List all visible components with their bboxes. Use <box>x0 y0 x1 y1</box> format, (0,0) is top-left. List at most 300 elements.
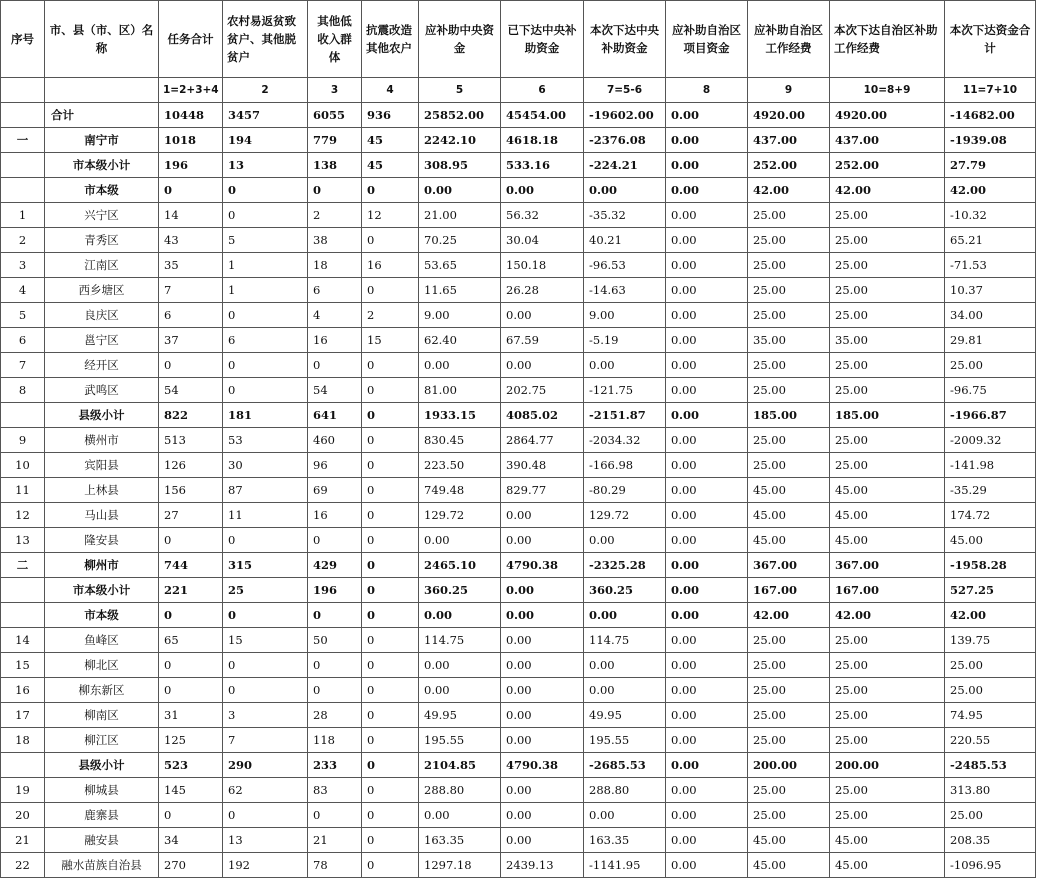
row-name: 市本级小计 <box>45 578 159 603</box>
cell-task_total: 0 <box>159 353 223 378</box>
cell-central_issued: 0.00 <box>501 578 584 603</box>
cell-rural: 6 <box>223 328 308 353</box>
cell-low_income: 16 <box>308 328 362 353</box>
row-seq: 1 <box>1 203 45 228</box>
cell-region_work_now: 45.00 <box>830 528 945 553</box>
cell-region_work_now: 45.00 <box>830 478 945 503</box>
row-name: 县级小计 <box>45 753 159 778</box>
row-name: 南宁市 <box>45 128 159 153</box>
cell-rural: 13 <box>223 828 308 853</box>
table-body <box>1 78 1036 878</box>
cell-central_issued: 0.00 <box>501 703 584 728</box>
cell-central_now: 288.80 <box>584 778 666 803</box>
cell-total_now: 29.81 <box>945 328 1036 353</box>
cell-total_now: -71.53 <box>945 253 1036 278</box>
cell-total_now: 313.80 <box>945 778 1036 803</box>
cell-region_work: 25.00 <box>748 203 830 228</box>
cell-quake: 0 <box>362 453 419 478</box>
cell-rural: 25 <box>223 578 308 603</box>
cell-region_work: 42.00 <box>748 178 830 203</box>
cell-total_now: 34.00 <box>945 303 1036 328</box>
cell-total_now: -1958.28 <box>945 553 1036 578</box>
column-header-seq: 序号 <box>1 1 45 78</box>
formula-row <box>1 78 1036 103</box>
cell-rural: 5 <box>223 228 308 253</box>
cell-region_work: 25.00 <box>748 803 830 828</box>
cell-central_issued: 0.00 <box>501 678 584 703</box>
cell-low_income: 28 <box>308 703 362 728</box>
cell-rural: 315 <box>223 553 308 578</box>
cell-rural: 87 <box>223 478 308 503</box>
cell-central_issued: 4790.38 <box>501 753 584 778</box>
cell-central_issued: 30.04 <box>501 228 584 253</box>
cell-region_project: 0.00 <box>666 403 748 428</box>
table-row <box>1 403 1036 428</box>
cell-quake: 0 <box>362 553 419 578</box>
cell-region_project: 0.00 <box>666 778 748 803</box>
cell-central_now: -5.19 <box>584 328 666 353</box>
cell-region_work: 45.00 <box>748 853 830 878</box>
cell-quake: 0 <box>362 353 419 378</box>
cell-central_now: 163.35 <box>584 828 666 853</box>
table-row <box>1 153 1036 178</box>
cell-quake: 0 <box>362 378 419 403</box>
cell-quake: 16 <box>362 253 419 278</box>
cell-region_work: 45.00 <box>748 528 830 553</box>
row-name: 鹿寨县 <box>45 803 159 828</box>
cell-central_now: -166.98 <box>584 453 666 478</box>
table-row <box>1 853 1036 878</box>
formula-cell: 11=7+10 <box>945 78 1036 103</box>
cell-quake: 0 <box>362 803 419 828</box>
cell-low_income: 460 <box>308 428 362 453</box>
cell-central_due: 81.00 <box>419 378 501 403</box>
cell-central_now: 195.55 <box>584 728 666 753</box>
cell-total_now: 25.00 <box>945 803 1036 828</box>
cell-quake: 0 <box>362 703 419 728</box>
row-name: 融水苗族自治县 <box>45 853 159 878</box>
formula-cell: 3 <box>308 78 362 103</box>
cell-central_issued: 0.00 <box>501 778 584 803</box>
row-name: 武鸣区 <box>45 378 159 403</box>
cell-central_issued: 0.00 <box>501 528 584 553</box>
cell-region_work: 45.00 <box>748 828 830 853</box>
cell-region_project: 0.00 <box>666 103 748 128</box>
cell-task_total: 744 <box>159 553 223 578</box>
cell-total_now: 25.00 <box>945 678 1036 703</box>
cell-region_work: 45.00 <box>748 503 830 528</box>
cell-task_total: 43 <box>159 228 223 253</box>
column-header-name: 市、县（市、区）名称 <box>45 1 159 78</box>
cell-task_total: 513 <box>159 428 223 453</box>
cell-rural: 0 <box>223 528 308 553</box>
cell-total_now: -2009.32 <box>945 428 1036 453</box>
cell-region_work: 25.00 <box>748 353 830 378</box>
cell-total_now: -2485.53 <box>945 753 1036 778</box>
cell-region_project: 0.00 <box>666 653 748 678</box>
cell-region_work_now: 25.00 <box>830 278 945 303</box>
cell-region_work_now: 25.00 <box>830 203 945 228</box>
cell-quake: 12 <box>362 203 419 228</box>
cell-central_due: 21.00 <box>419 203 501 228</box>
cell-region_project: 0.00 <box>666 803 748 828</box>
column-header-task_total: 任务合计 <box>159 1 223 78</box>
cell-low_income: 0 <box>308 803 362 828</box>
cell-region_project: 0.00 <box>666 753 748 778</box>
cell-central_due: 195.55 <box>419 728 501 753</box>
cell-low_income: 6 <box>308 278 362 303</box>
cell-task_total: 10448 <box>159 103 223 128</box>
cell-task_total: 14 <box>159 203 223 228</box>
cell-rural: 194 <box>223 128 308 153</box>
cell-region_work_now: 45.00 <box>830 503 945 528</box>
cell-region_work_now: 35.00 <box>830 328 945 353</box>
cell-quake: 936 <box>362 103 419 128</box>
cell-task_total: 1018 <box>159 128 223 153</box>
cell-low_income: 38 <box>308 228 362 253</box>
table-row <box>1 378 1036 403</box>
cell-low_income: 16 <box>308 503 362 528</box>
cell-rural: 0 <box>223 653 308 678</box>
cell-low_income: 138 <box>308 153 362 178</box>
table-row <box>1 628 1036 653</box>
row-seq <box>1 153 45 178</box>
cell-region_work: 25.00 <box>748 628 830 653</box>
cell-central_issued: 150.18 <box>501 253 584 278</box>
cell-rural: 15 <box>223 628 308 653</box>
cell-central_due: 2465.10 <box>419 553 501 578</box>
cell-rural: 11 <box>223 503 308 528</box>
row-seq: 7 <box>1 353 45 378</box>
cell-central_issued: 67.59 <box>501 328 584 353</box>
cell-quake: 0 <box>362 228 419 253</box>
cell-central_now: 0.00 <box>584 678 666 703</box>
cell-low_income: 233 <box>308 753 362 778</box>
cell-central_due: 308.95 <box>419 153 501 178</box>
cell-region_work: 200.00 <box>748 753 830 778</box>
row-name: 鱼峰区 <box>45 628 159 653</box>
table-row <box>1 228 1036 253</box>
cell-rural: 30 <box>223 453 308 478</box>
cell-region_work: 25.00 <box>748 253 830 278</box>
row-name: 市本级 <box>45 603 159 628</box>
cell-central_now: -14.63 <box>584 278 666 303</box>
cell-quake: 0 <box>362 603 419 628</box>
cell-central_issued: 4790.38 <box>501 553 584 578</box>
cell-region_project: 0.00 <box>666 728 748 753</box>
cell-region_work: 25.00 <box>748 678 830 703</box>
cell-region_project: 0.00 <box>666 853 748 878</box>
cell-region_work: 42.00 <box>748 603 830 628</box>
cell-task_total: 270 <box>159 853 223 878</box>
cell-task_total: 0 <box>159 653 223 678</box>
cell-central_due: 53.65 <box>419 253 501 278</box>
cell-central_due: 25852.00 <box>419 103 501 128</box>
cell-quake: 0 <box>362 628 419 653</box>
row-seq: 3 <box>1 253 45 278</box>
cell-quake: 45 <box>362 153 419 178</box>
cell-region_work: 35.00 <box>748 328 830 353</box>
cell-central_due: 129.72 <box>419 503 501 528</box>
row-name: 马山县 <box>45 503 159 528</box>
cell-total_now: 65.21 <box>945 228 1036 253</box>
cell-low_income: 50 <box>308 628 362 653</box>
row-name: 邕宁区 <box>45 328 159 353</box>
cell-region_work_now: 25.00 <box>830 453 945 478</box>
cell-region_work: 25.00 <box>748 703 830 728</box>
cell-region_project: 0.00 <box>666 478 748 503</box>
cell-region_work_now: 25.00 <box>830 353 945 378</box>
cell-task_total: 822 <box>159 403 223 428</box>
row-seq: 15 <box>1 653 45 678</box>
cell-quake: 0 <box>362 753 419 778</box>
cell-quake: 0 <box>362 478 419 503</box>
column-header-low_income: 其他低收入群体 <box>308 1 362 78</box>
cell-central_issued: 0.00 <box>501 303 584 328</box>
cell-central_issued: 0.00 <box>501 828 584 853</box>
cell-total_now: 45.00 <box>945 528 1036 553</box>
cell-region_work_now: 25.00 <box>830 803 945 828</box>
cell-total_now: 220.55 <box>945 728 1036 753</box>
cell-central_now: 49.95 <box>584 703 666 728</box>
cell-central_due: 49.95 <box>419 703 501 728</box>
cell-task_total: 31 <box>159 703 223 728</box>
row-seq <box>1 578 45 603</box>
row-seq: 9 <box>1 428 45 453</box>
cell-low_income: 0 <box>308 678 362 703</box>
row-seq: 11 <box>1 478 45 503</box>
row-name: 经开区 <box>45 353 159 378</box>
cell-quake: 0 <box>362 728 419 753</box>
formula-cell: 5 <box>419 78 501 103</box>
cell-total_now: -1096.95 <box>945 853 1036 878</box>
cell-central_due: 114.75 <box>419 628 501 653</box>
row-name: 柳州市 <box>45 553 159 578</box>
cell-central_due: 70.25 <box>419 228 501 253</box>
cell-region_work_now: 42.00 <box>830 178 945 203</box>
cell-central_issued: 0.00 <box>501 353 584 378</box>
cell-central_issued: 390.48 <box>501 453 584 478</box>
row-name: 市本级小计 <box>45 153 159 178</box>
row-name: 柳江区 <box>45 728 159 753</box>
cell-region_work: 185.00 <box>748 403 830 428</box>
row-name: 宾阳县 <box>45 453 159 478</box>
row-seq: 2 <box>1 228 45 253</box>
cell-quake: 0 <box>362 678 419 703</box>
cell-central_now: 114.75 <box>584 628 666 653</box>
cell-task_total: 6 <box>159 303 223 328</box>
cell-task_total: 126 <box>159 453 223 478</box>
row-seq: 二 <box>1 553 45 578</box>
cell-task_total: 37 <box>159 328 223 353</box>
cell-total_now: 139.75 <box>945 628 1036 653</box>
cell-total_now: 25.00 <box>945 353 1036 378</box>
cell-task_total: 221 <box>159 578 223 603</box>
cell-region_work_now: 200.00 <box>830 753 945 778</box>
cell-central_issued: 0.00 <box>501 728 584 753</box>
cell-quake: 15 <box>362 328 419 353</box>
cell-region_work_now: 167.00 <box>830 578 945 603</box>
table-row <box>1 678 1036 703</box>
cell-task_total: 65 <box>159 628 223 653</box>
cell-task_total: 35 <box>159 253 223 278</box>
table-row <box>1 803 1036 828</box>
row-name: 柳东新区 <box>45 678 159 703</box>
cell-total_now: -96.75 <box>945 378 1036 403</box>
row-seq: 10 <box>1 453 45 478</box>
cell-region_work: 4920.00 <box>748 103 830 128</box>
cell-region_work_now: 25.00 <box>830 778 945 803</box>
cell-quake: 0 <box>362 653 419 678</box>
column-header-region_work: 应补助自治区工作经费 <box>748 1 830 78</box>
cell-region_work: 25.00 <box>748 278 830 303</box>
table-row <box>1 778 1036 803</box>
cell-region_work_now: 25.00 <box>830 228 945 253</box>
cell-region_work_now: 25.00 <box>830 378 945 403</box>
cell-quake: 45 <box>362 128 419 153</box>
cell-rural: 181 <box>223 403 308 428</box>
cell-region_project: 0.00 <box>666 828 748 853</box>
row-seq: 12 <box>1 503 45 528</box>
cell-region_work_now: 25.00 <box>830 253 945 278</box>
cell-quake: 0 <box>362 428 419 453</box>
cell-rural: 0 <box>223 378 308 403</box>
column-header-central_now: 本次下达中央补助资金 <box>584 1 666 78</box>
row-seq: 5 <box>1 303 45 328</box>
row-seq: 4 <box>1 278 45 303</box>
cell-rural: 0 <box>223 603 308 628</box>
cell-region_project: 0.00 <box>666 203 748 228</box>
row-seq: 18 <box>1 728 45 753</box>
table-row <box>1 553 1036 578</box>
table-row <box>1 203 1036 228</box>
cell-central_issued: 45454.00 <box>501 103 584 128</box>
cell-central_issued: 533.16 <box>501 153 584 178</box>
row-seq <box>1 403 45 428</box>
cell-central_issued: 0.00 <box>501 653 584 678</box>
cell-region_work_now: 252.00 <box>830 153 945 178</box>
cell-low_income: 0 <box>308 653 362 678</box>
cell-region_work_now: 25.00 <box>830 703 945 728</box>
cell-central_issued: 26.28 <box>501 278 584 303</box>
cell-task_total: 54 <box>159 378 223 403</box>
row-seq: 13 <box>1 528 45 553</box>
formula-cell <box>45 78 159 103</box>
cell-central_issued: 2439.13 <box>501 853 584 878</box>
cell-total_now: 27.79 <box>945 153 1036 178</box>
formula-cell: 2 <box>223 78 308 103</box>
cell-region_project: 0.00 <box>666 703 748 728</box>
cell-quake: 0 <box>362 853 419 878</box>
table-row <box>1 603 1036 628</box>
cell-low_income: 0 <box>308 528 362 553</box>
formula-cell: 1=2+3+4 <box>159 78 223 103</box>
table-row <box>1 128 1036 153</box>
cell-rural: 1 <box>223 278 308 303</box>
cell-low_income: 0 <box>308 178 362 203</box>
cell-central_due: 2104.85 <box>419 753 501 778</box>
cell-total_now: -10.32 <box>945 203 1036 228</box>
table-row <box>1 328 1036 353</box>
cell-quake: 0 <box>362 503 419 528</box>
table-row <box>1 753 1036 778</box>
cell-central_due: 749.48 <box>419 478 501 503</box>
cell-region_project: 0.00 <box>666 553 748 578</box>
cell-central_due: 288.80 <box>419 778 501 803</box>
cell-central_now: -2325.28 <box>584 553 666 578</box>
cell-total_now: 208.35 <box>945 828 1036 853</box>
cell-region_project: 0.00 <box>666 578 748 603</box>
cell-central_now: -19602.00 <box>584 103 666 128</box>
table-row <box>1 178 1036 203</box>
formula-cell: 6 <box>501 78 584 103</box>
cell-region_work: 25.00 <box>748 778 830 803</box>
table-row <box>1 728 1036 753</box>
column-header-rural: 农村易返贫致贫户、其他脱贫户 <box>223 1 308 78</box>
row-seq: 19 <box>1 778 45 803</box>
cell-central_now: -2151.87 <box>584 403 666 428</box>
cell-central_now: -2685.53 <box>584 753 666 778</box>
cell-rural: 53 <box>223 428 308 453</box>
cell-total_now: 25.00 <box>945 653 1036 678</box>
cell-quake: 0 <box>362 528 419 553</box>
cell-central_due: 0.00 <box>419 528 501 553</box>
cell-central_issued: 0.00 <box>501 628 584 653</box>
cell-total_now: 527.25 <box>945 578 1036 603</box>
cell-region_work: 45.00 <box>748 478 830 503</box>
cell-rural: 0 <box>223 353 308 378</box>
cell-region_work: 25.00 <box>748 428 830 453</box>
cell-quake: 0 <box>362 578 419 603</box>
table-row <box>1 653 1036 678</box>
cell-quake: 2 <box>362 303 419 328</box>
cell-rural: 13 <box>223 153 308 178</box>
cell-central_now: 0.00 <box>584 528 666 553</box>
table-row <box>1 703 1036 728</box>
cell-low_income: 96 <box>308 453 362 478</box>
cell-central_issued: 0.00 <box>501 603 584 628</box>
cell-rural: 7 <box>223 728 308 753</box>
cell-central_due: 223.50 <box>419 453 501 478</box>
cell-task_total: 7 <box>159 278 223 303</box>
table-row <box>1 478 1036 503</box>
cell-central_now: -1141.95 <box>584 853 666 878</box>
cell-central_issued: 4085.02 <box>501 403 584 428</box>
cell-central_issued: 4618.18 <box>501 128 584 153</box>
cell-low_income: 196 <box>308 578 362 603</box>
cell-rural: 1 <box>223 253 308 278</box>
cell-total_now: -1966.87 <box>945 403 1036 428</box>
column-header-central_issued: 已下达中央补助资金 <box>501 1 584 78</box>
cell-central_now: 40.21 <box>584 228 666 253</box>
cell-central_now: -96.53 <box>584 253 666 278</box>
cell-central_issued: 0.00 <box>501 803 584 828</box>
cell-total_now: 42.00 <box>945 178 1036 203</box>
cell-region_work_now: 45.00 <box>830 828 945 853</box>
cell-total_now: 42.00 <box>945 603 1036 628</box>
formula-cell: 9 <box>748 78 830 103</box>
cell-task_total: 0 <box>159 678 223 703</box>
cell-central_now: 0.00 <box>584 178 666 203</box>
cell-task_total: 0 <box>159 178 223 203</box>
cell-low_income: 21 <box>308 828 362 853</box>
cell-central_now: 0.00 <box>584 603 666 628</box>
cell-low_income: 4 <box>308 303 362 328</box>
formula-cell: 4 <box>362 78 419 103</box>
cell-central_now: 0.00 <box>584 353 666 378</box>
cell-task_total: 156 <box>159 478 223 503</box>
cell-central_now: 129.72 <box>584 503 666 528</box>
